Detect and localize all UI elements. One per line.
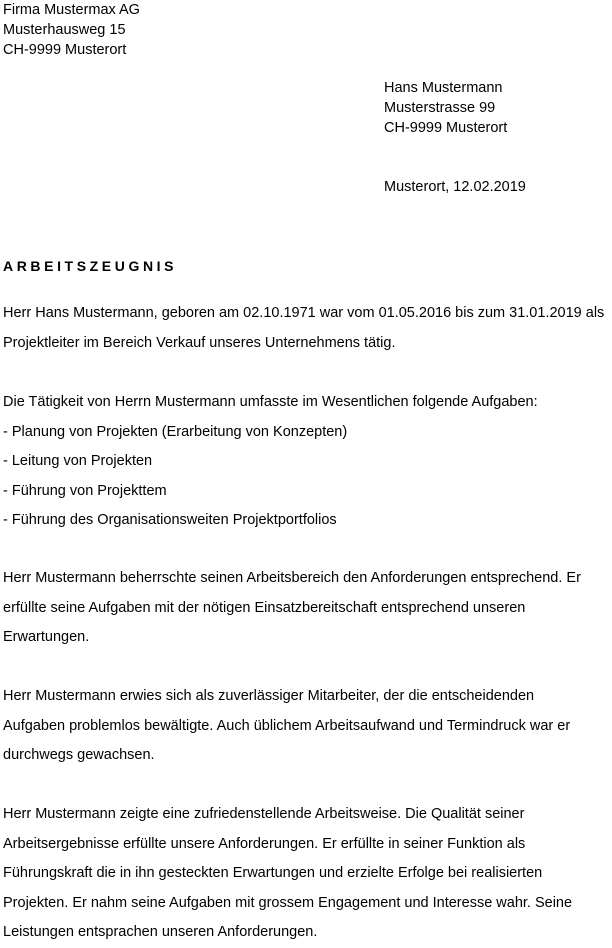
paragraph-line: durchwegs gewachsen.	[3, 747, 155, 763]
paragraph-line: Projektleiter im Bereich Verkauf unseres Unternehmens tätig.	[3, 334, 396, 351]
recipient-name: Hans Mustermann	[384, 80, 503, 96]
sender-street: Musterhausweg 15	[3, 22, 126, 38]
reliability-paragraph	[3, 682, 612, 771]
paragraph-line: Aufgaben problemlos bewältigte. Auch üblichem Arbeitsaufwand und Termindruck war er	[3, 717, 571, 734]
paragraph-line: Erwartungen.	[3, 629, 90, 645]
paragraph-line: Arbeitsergebnisse erfüllte unsere Anforderungen. Er erfüllte in seiner Funktion als	[3, 835, 526, 852]
performance-paragraph	[3, 564, 612, 653]
task-item: - Führung von Projekttem	[3, 482, 167, 499]
paragraph-line: Herr Hans Mustermann, geboren am 02.10.1971 war vom 01.05.2016 bis zum 31.01.2019 als	[3, 305, 605, 321]
recipient-city: CH-9999 Musterort	[384, 120, 508, 136]
recipient-address	[384, 78, 507, 138]
task-item: - Führung des Organisationsweiten Projektportfolios	[3, 512, 337, 528]
sender-address	[3, 0, 140, 60]
paragraph-line: Herr Mustermann beherrschte seinen Arbeitsbereich den Anforderungen entsprechend. Er	[3, 570, 581, 586]
paragraph-line: Herr Mustermann erwies sich als zuverlässiger Mitarbeiter, der die entscheidenden	[3, 688, 535, 704]
sender-city: CH-9999 Musterort	[3, 42, 127, 58]
recipient-street: Musterstrasse 99	[384, 100, 496, 116]
paragraph-line: Führungskraft die in ihn gesteckten Erwartungen und erzielte Erfolge bei realisierten	[3, 865, 543, 881]
work-style-paragraph	[3, 800, 612, 948]
paragraph-line: erfüllte seine Aufgaben mit der nötigen Einsatzbereitschaft entsprechend unseren	[3, 599, 526, 616]
letter-date: Musterort, 12.02.2019	[384, 179, 526, 195]
tasks-paragraph	[3, 388, 612, 536]
sender-company: Firma Mustermax AG	[3, 2, 140, 18]
task-item: - Leitung von Projekten	[3, 453, 153, 469]
tasks-intro: Die Tätigkeit von Herrn Mustermann umfasste im Wesentlichen folgende Aufgaben:	[3, 394, 538, 410]
document-title: ARBEITSZEUGNIS	[3, 258, 178, 274]
paragraph-line: Projekten. Er nahm seine Aufgaben mit grossem Engagement und Interesse wahr. Seine	[3, 894, 573, 911]
intro-paragraph	[3, 299, 612, 358]
task-item: - Planung von Projekten (Erarbeitung von Konzepten)	[3, 423, 348, 440]
paragraph-line: Leistungen entsprachen unseren Anforderungen.	[3, 924, 318, 940]
paragraph-line: Herr Mustermann zeigte eine zufriedenstellende Arbeitsweise. Die Qualität seiner	[3, 806, 525, 822]
